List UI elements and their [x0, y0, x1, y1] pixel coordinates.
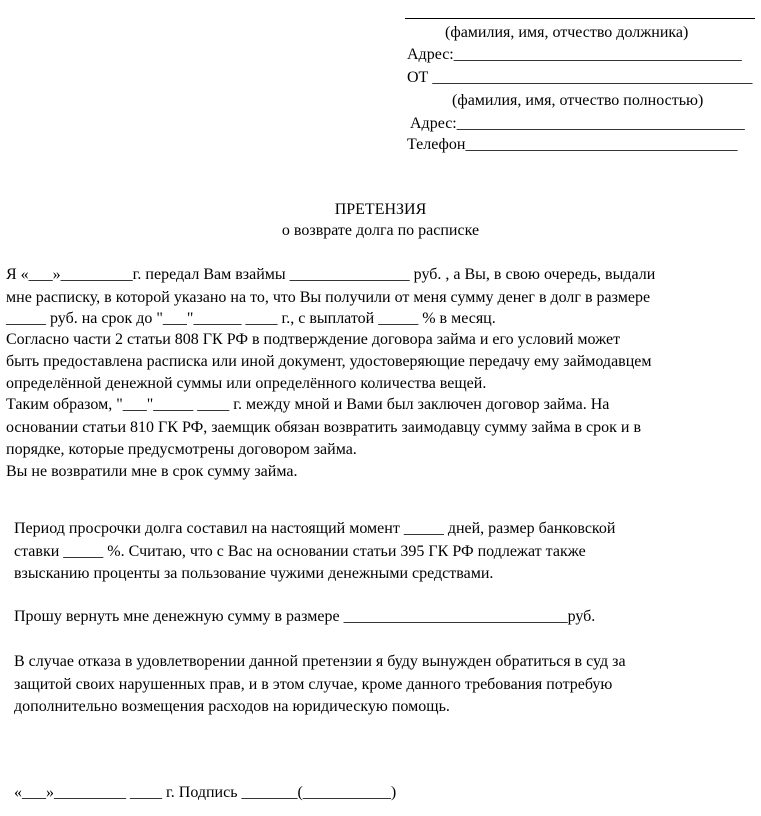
sender-caption: (фамилия, имя, отчество полностью) — [452, 92, 704, 109]
body-line: Я «___»_________г. передал Вам взаймы _______________ руб. , а Вы, в свою очередь, выдали — [6, 266, 656, 283]
body-line: защитой своих нарушенных прав, и в этом случае, кроме данного требования потребую — [14, 676, 613, 693]
body-line: _____ руб. на срок до "___"______ ____ г., с выплатой _____ % в месяц. — [6, 310, 496, 327]
sender-phone: Телефон__________________________________ — [407, 136, 738, 153]
body-line: мне расписку, в которой указано на то, что Вы получили от меня сумму денег в долг в размере — [6, 289, 651, 306]
body-line: Согласно части 2 статьи 808 ГК РФ в подтверждение договора займа и его условий может — [6, 331, 621, 348]
sender-address: Адрес:____________________________________ — [410, 115, 745, 132]
document-subtitle: о возврате долга по расписке — [281, 222, 480, 239]
body-line: порядке, которые предусмотрены договором займа. — [6, 441, 357, 458]
body-line: Вы не возвратили мне в срок сумму займа. — [6, 463, 298, 480]
body-line: определённой денежной суммы или определённого количества вещей. — [6, 375, 487, 392]
debtor-address: Адрес:____________________________________ — [407, 46, 742, 63]
document-title: ПРЕТЕНЗИЯ — [334, 201, 427, 218]
body-line: Период просрочки долга составил на настоящий момент _____ дней, размер банковской — [14, 520, 616, 537]
body-line: Таким образом, "___"_____ ____ г. между мной и Вами был заключен договор займа. На — [6, 396, 610, 413]
body-line: взысканию проценты за пользование чужими денежными средствами. — [14, 565, 494, 582]
debtor-caption: (фамилия, имя, отчество должника) — [445, 24, 689, 41]
sender-from: ОТ ________________________________________ — [407, 69, 753, 86]
demand-line: Прошу вернуть мне денежную сумму в размере ____________________________руб. — [14, 608, 596, 625]
body-line: дополнительно возмещения расходов на юридическую помощь. — [14, 698, 450, 715]
body-line: быть предоставлена расписка или иной документ, удостоверяющие передачу ему займодавцем — [6, 353, 652, 370]
body-line: ставки _____ %. Считаю, что с Вас на основании статьи 395 ГК РФ подлежат также — [14, 543, 586, 560]
body-line: основании статьи 810 ГК РФ, заемщик обязан возвратить заимодавцу сумму займа в срок и в — [6, 419, 642, 436]
body-line: В случае отказа в удовлетворении данной претензии я буду вынужден обратиться в суд за — [14, 653, 626, 670]
signature-line: «___»_________ ____ г. Подпись _______(___________) — [14, 784, 397, 801]
debtor-name-line — [405, 18, 755, 19]
